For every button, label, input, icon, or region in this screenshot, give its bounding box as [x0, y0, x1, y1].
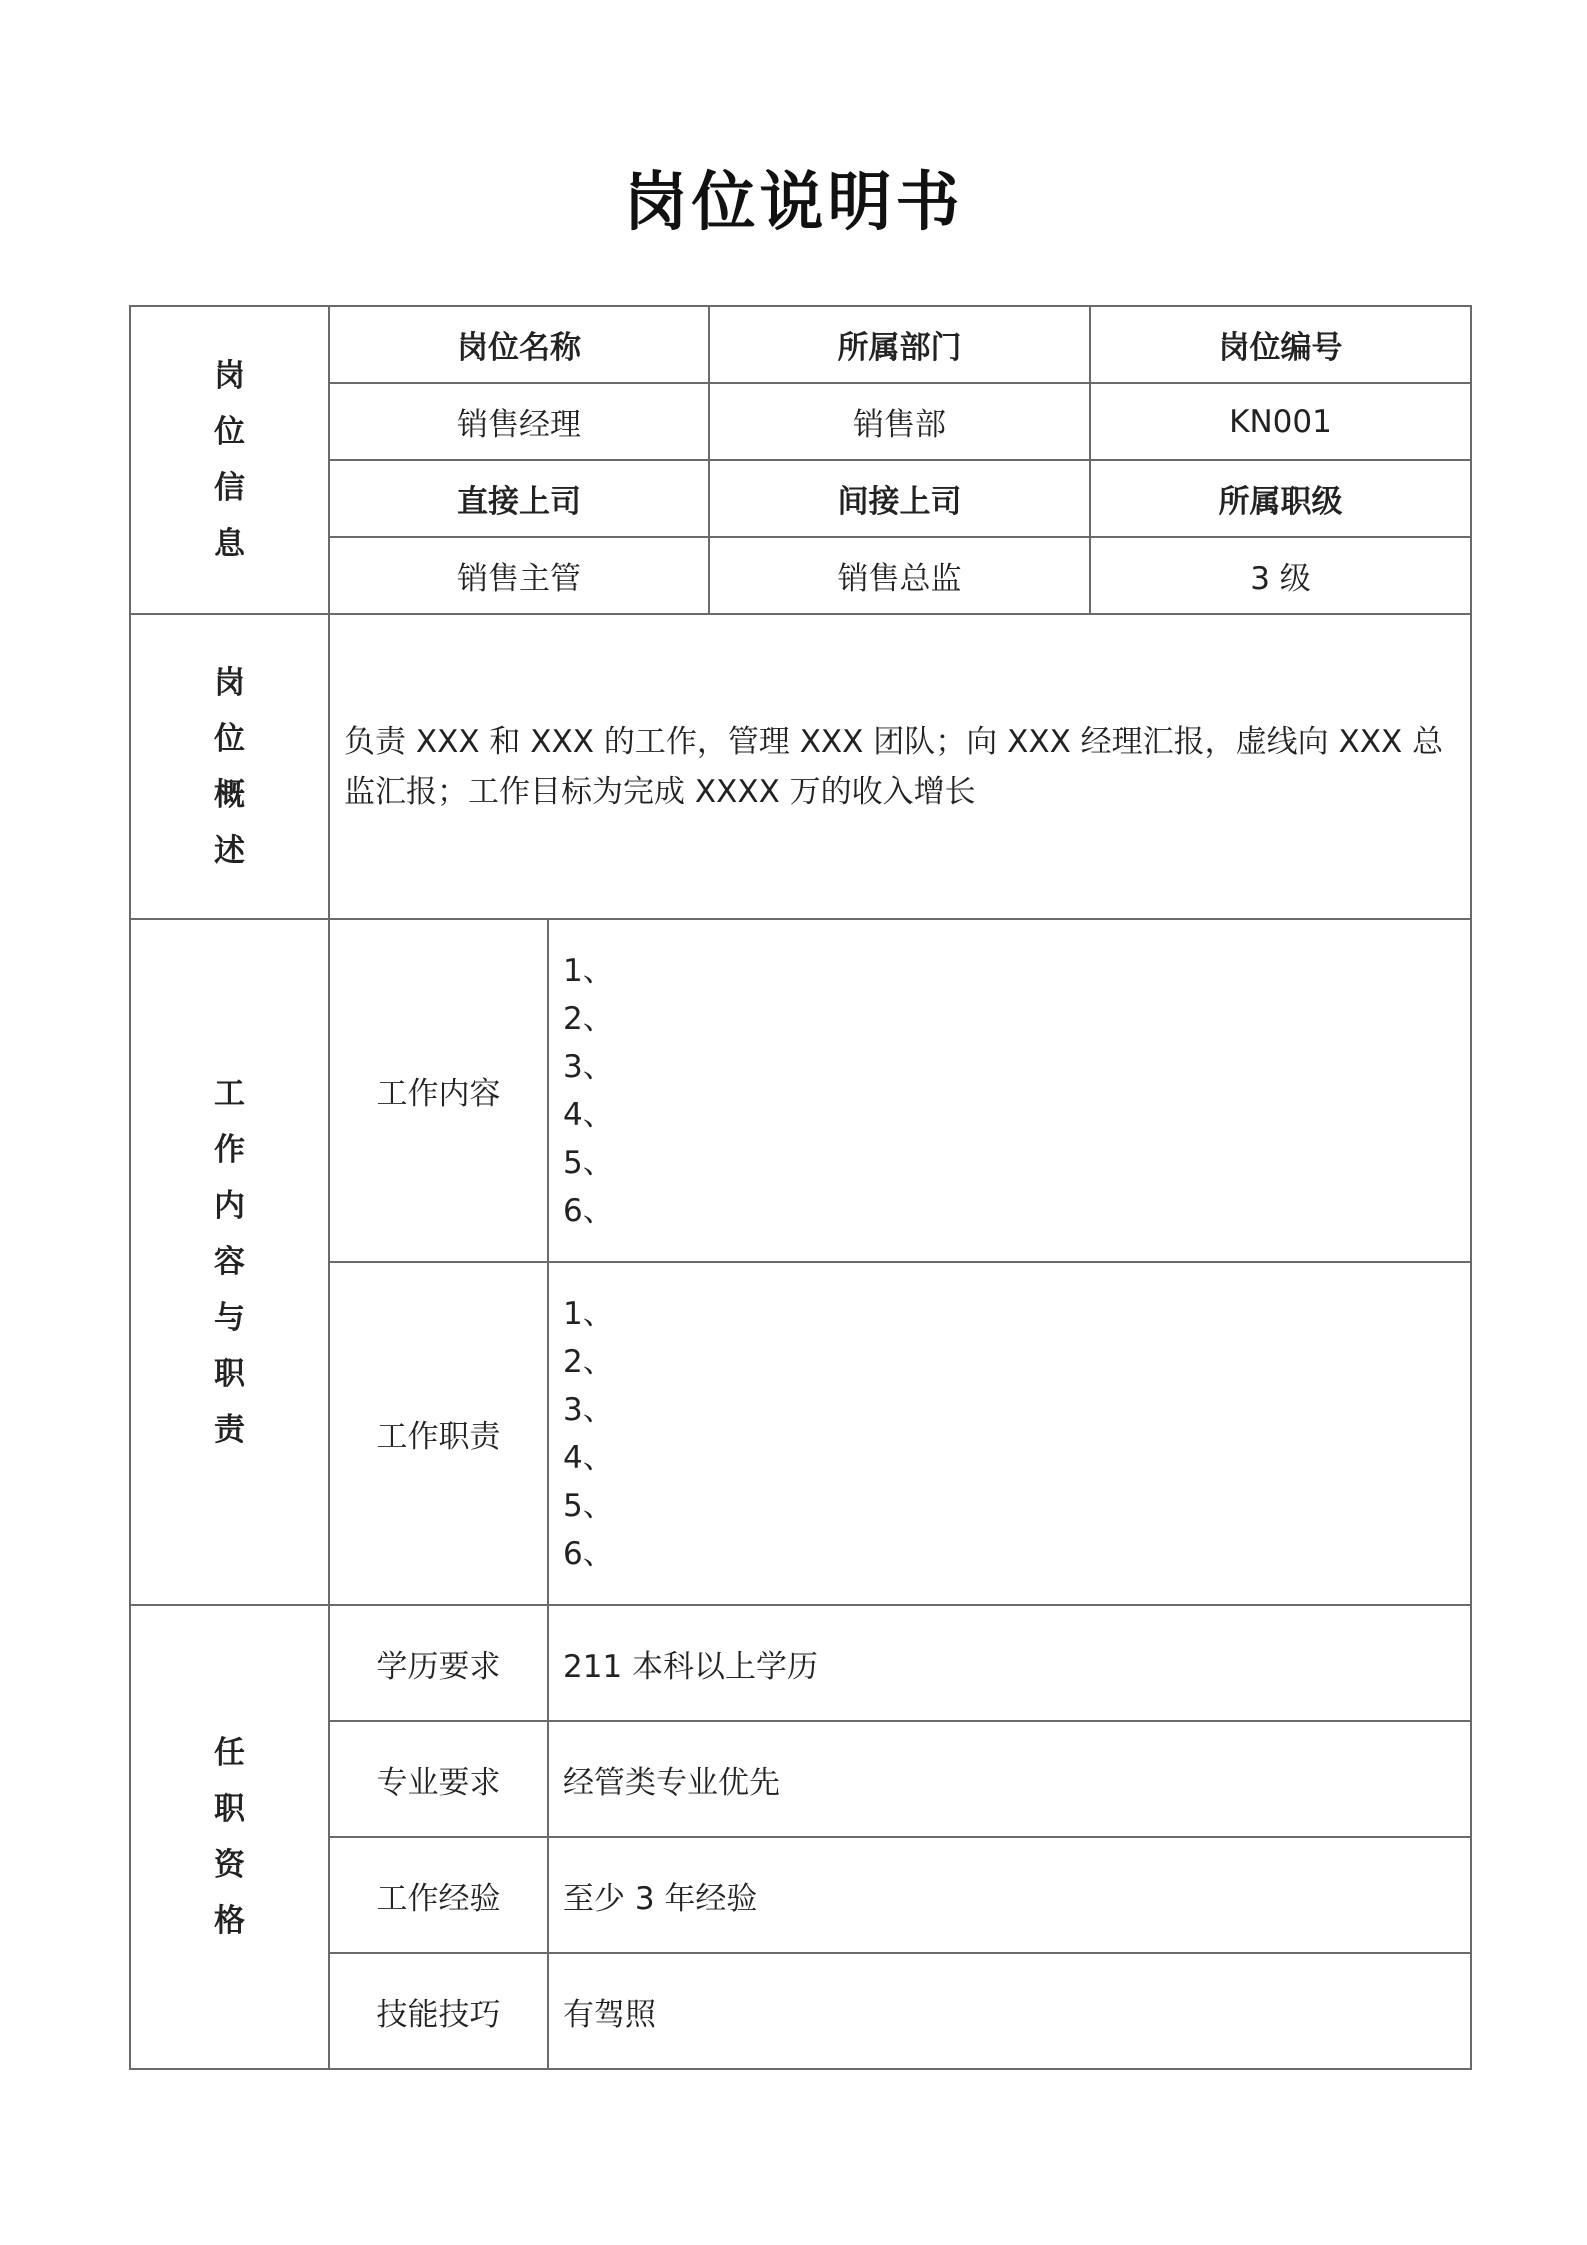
section-label-overview: 岗位概述: [130, 614, 329, 919]
work-responsibility-list: [548, 1262, 1471, 1605]
list-item: 5、: [563, 1144, 614, 1181]
value-position-code: KN001: [1090, 383, 1471, 460]
list-item: 4、: [563, 1096, 614, 1133]
value-direct-supervisor: 销售主管: [329, 537, 709, 614]
experience-label: 工作经验: [329, 1837, 548, 1953]
section-label-position-info: 岗位信息: [130, 306, 329, 614]
list-item: 1、: [563, 1295, 614, 1332]
list-item: 3、: [563, 1391, 614, 1428]
experience-value: 至少 3 年经验: [548, 1837, 1471, 1953]
value-department: 销售部: [709, 383, 1090, 460]
education-value: 211 本科以上学历: [548, 1605, 1471, 1721]
list-item: 6、: [563, 1535, 614, 1572]
value-position-name: 销售经理: [329, 383, 709, 460]
work-content-label: 工作内容: [329, 919, 548, 1262]
major-label: 专业要求: [329, 1721, 548, 1837]
work-content-list: [548, 919, 1471, 1262]
header-position-code: 岗位编号: [1090, 306, 1471, 383]
section-label-qualifications: 任职资格: [130, 1605, 329, 2069]
page-title: 岗位说明书: [623, 166, 964, 240]
skills-label: 技能技巧: [329, 1953, 548, 2069]
list-item: 3、: [563, 1048, 614, 1085]
list-item: 2、: [563, 1343, 614, 1380]
job-description-table: [129, 305, 1472, 2070]
header-direct-supervisor: 直接上司: [329, 460, 709, 537]
skills-value: 有驾照: [548, 1953, 1471, 2069]
header-department: 所属部门: [709, 306, 1090, 383]
list-item: 6、: [563, 1192, 614, 1229]
overview-text: 负责 XXX 和 XXX 的工作，管理 XXX 团队；向 XXX 经理汇报，虚线向 XXX 总监汇报；工作目标为完成 XXXX 万的收入增长: [329, 614, 1471, 919]
list-item: 1、: [563, 952, 614, 989]
list-item: 2、: [563, 1000, 614, 1037]
work-responsibility-label: 工作职责: [329, 1262, 548, 1605]
header-job-level: 所属职级: [1090, 460, 1471, 537]
value-job-level: 3 级: [1090, 537, 1471, 614]
header-indirect-supervisor: 间接上司: [709, 460, 1090, 537]
list-item: 5、: [563, 1487, 614, 1524]
value-indirect-supervisor: 销售总监: [709, 537, 1090, 614]
education-label: 学历要求: [329, 1605, 548, 1721]
major-value: 经管类专业优先: [548, 1721, 1471, 1837]
list-item: 4、: [563, 1439, 614, 1476]
header-position-name: 岗位名称: [329, 306, 709, 383]
section-label-duties: 工作内容与职责: [130, 919, 329, 1605]
